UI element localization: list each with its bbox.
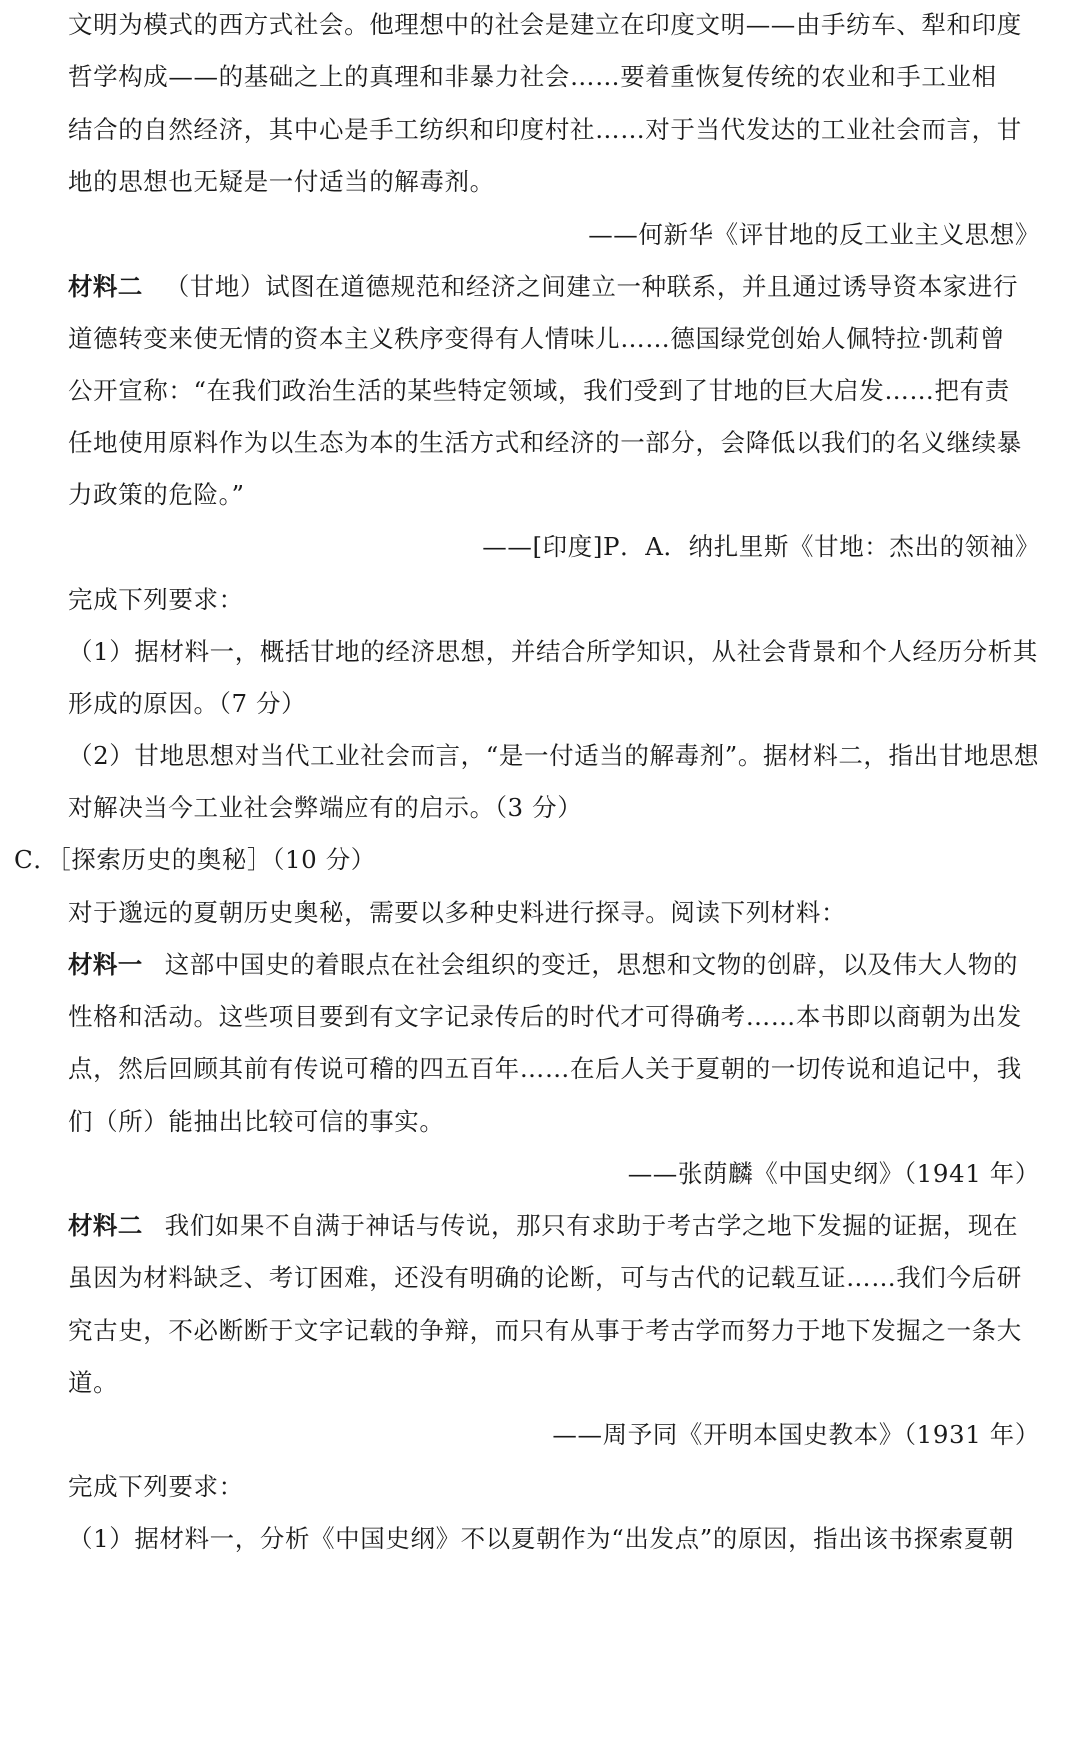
paragraph-line: 哲学构成——的基础之上的真理和非暴力社会……要着重恢复传统的农业和手工业相 <box>68 62 997 91</box>
intro-line: 对于邈远的夏朝历史奥秘，需要以多种史料进行探寻。阅读下列材料： <box>68 898 847 927</box>
question-line: （1）据材料一，分析《中国史纲》不以夏朝作为“出发点”的原因，指出该书探索夏朝 <box>68 1524 1015 1553</box>
question-line: （1）据材料一，概括甘地的经济思想，并结合所学知识，从社会背景和个人经历分析其 <box>68 637 1038 666</box>
material-label: 材料一 <box>68 950 143 979</box>
citation-line: ——张荫麟《中国史纲》（1941 年） <box>627 1159 1040 1188</box>
paragraph-line: 们（所）能抽出比较可信的事实。 <box>68 1107 445 1136</box>
paragraph-text: （甘地）试图在道德规范和经济之间建立一种联系，并且通过诱导资本家进行 <box>164 272 1019 301</box>
paragraph-line: 究古史，不必断断于文字记载的争辩，而只有从事于考古学而努力于地下发掘之一条大 <box>68 1316 1022 1345</box>
material-paragraph <box>68 270 1048 304</box>
material-label: 材料二 <box>68 1211 143 1240</box>
paragraph-line: 虽因为材料缺乏、考订困难，还没有明确的论断，可与古代的记载互证……我们今后研 <box>68 1263 1022 1292</box>
paragraph-line: 性格和活动。这些项目要到有文字记录传后的时代才可得确考……本书即以商朝为出发 <box>68 1002 1022 1031</box>
citation-line: ——何新华《评甘地的反工业主义思想》 <box>588 220 1040 249</box>
material-paragraph <box>68 1209 1048 1243</box>
material-label: 材料二 <box>68 272 143 301</box>
material-paragraph <box>68 948 1048 982</box>
citation-line: ——周予同《开明本国史教本》（1931 年） <box>552 1420 1040 1449</box>
question-line: （2）甘地思想对当代工业社会而言，“是一付适当的解毒剂”。据材料二，指出甘地思想 <box>68 741 1040 770</box>
paragraph-line: 道德转变来使无情的资本主义秩序变得有人情味儿……德国绿党创始人佩特拉·凯莉曾 <box>68 324 1006 353</box>
instruction-line: 完成下列要求： <box>68 585 244 614</box>
paragraph-line: 任地使用原料作为以生态为本的生活方式和经济的一部分，会降低以我们的名义继续暴 <box>68 428 1022 457</box>
paragraph-line: 文明为模式的西方式社会。他理想中的社会是建立在印度文明——由手纺车、犁和印度 <box>68 10 1022 39</box>
paragraph-line: 公开宣称：“在我们政治生活的某些特定领域，我们受到了甘地的巨大启发……把有责 <box>68 376 1010 405</box>
paragraph-text: 我们如果不自满于神话与传说，那只有求助于考古学之地下发掘的证据，现在 <box>164 1211 1019 1240</box>
paragraph-line: 道。 <box>68 1368 119 1397</box>
paragraph-line: 点，然后回顾其前有传说可稽的四五百年……在后人关于夏朝的一切传说和追记中，我 <box>68 1054 1022 1083</box>
question-line: 对解决当今工业社会弊端应有的启示。（3 分） <box>68 793 583 822</box>
paragraph-line: 力政策的危险。” <box>68 480 245 509</box>
paragraph-line: 结合的自然经济，其中心是手工纺织和印度村社……对于当代发达的工业社会而言，甘 <box>68 115 1022 144</box>
paragraph-text: 这部中国史的着眼点在社会组织的变迁，思想和文物的创辟，以及伟大人物的 <box>164 950 1019 979</box>
citation-line: ——[印度]P．A．纳扎里斯《甘地：杰出的领袖》 <box>482 532 1040 561</box>
paragraph-line: 地的思想也无疑是一付适当的解毒剂。 <box>68 167 495 196</box>
section-heading: C．［探索历史的奥秘］（10 分） <box>14 845 376 874</box>
question-line: 形成的原因。（7 分） <box>68 689 307 718</box>
instruction-line: 完成下列要求： <box>68 1472 244 1501</box>
